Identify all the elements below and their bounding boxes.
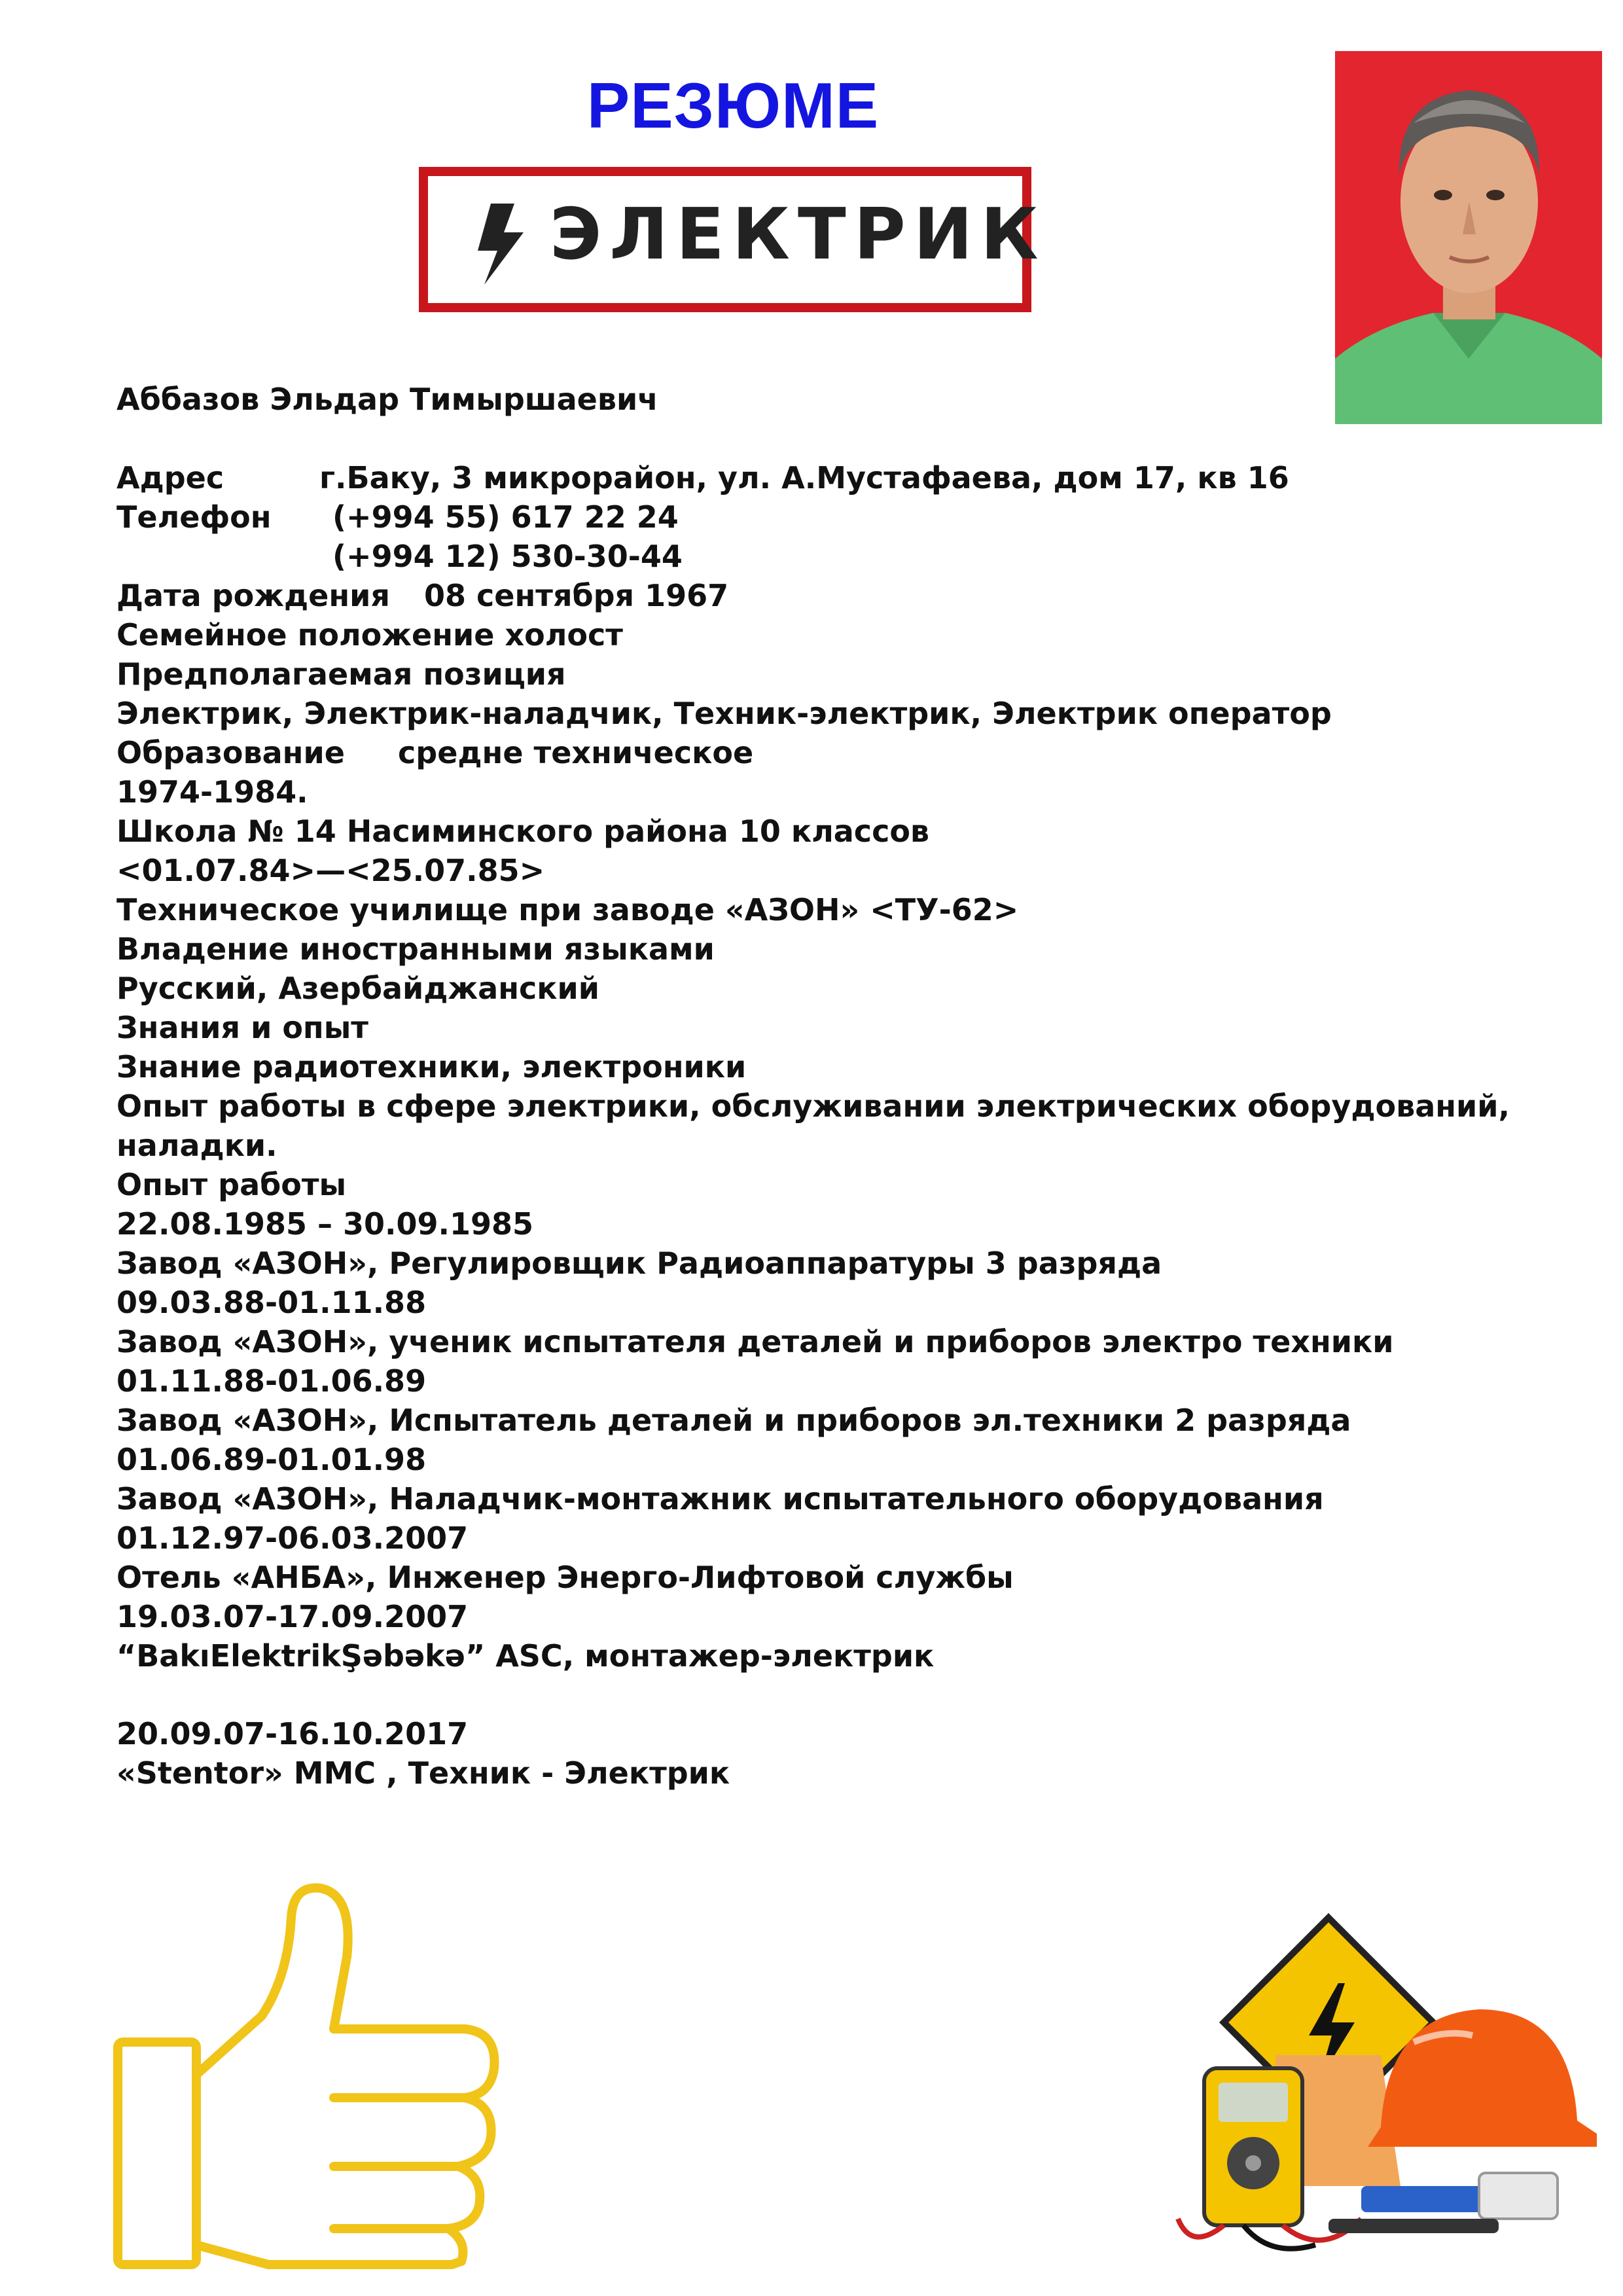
- address-row: [116, 458, 1524, 497]
- school-period: 1974-1984.: [116, 774, 308, 810]
- job-period: 09.03.88-01.11.88: [116, 1285, 427, 1320]
- marital-value: холост: [505, 617, 623, 653]
- job-role: Завод «АЗОН», Наладчик-монтажник испытательного оборудования: [116, 1481, 1324, 1516]
- portrait-icon: [1335, 51, 1602, 424]
- phone-label: Телефон: [116, 499, 272, 535]
- phone-value-1: (+994 55) 617 22 24: [332, 499, 679, 535]
- education-row: [116, 733, 1524, 772]
- page-title: РЕЗЮМЕ: [586, 69, 880, 141]
- marital-row: [116, 615, 1524, 655]
- birth-row: [116, 576, 1524, 615]
- college-period: <01.07.84>—<25.07.85>: [116, 853, 545, 888]
- college-name: Техническое училище при заводе «АЗОН» <ТУ-62>: [116, 892, 1019, 927]
- job-role: “BakıElektrikŞəbəkə” ASC, монтажер-электрик: [116, 1638, 935, 1674]
- education-value: средне техническое: [398, 735, 754, 770]
- job-period: 20.09.07-16.10.2017: [116, 1716, 469, 1751]
- birth-value: 08 сентября 1967: [424, 578, 729, 613]
- person-name: Аббазов Эльдар Тимыршаевич: [116, 382, 658, 417]
- job-period: 01.06.89-01.01.98: [116, 1442, 427, 1477]
- address-label: Адрес: [116, 460, 224, 495]
- skills-label: Знания и опыт: [116, 1010, 368, 1045]
- resume-body: [116, 380, 1524, 1793]
- position-label: Предполагаемая позиция: [116, 656, 566, 692]
- portrait-photo: [1335, 51, 1602, 424]
- job-role: Отель «АНБА», Инженер Энерго-Лифтовой службы: [116, 1560, 1014, 1595]
- job-role: Завод «АЗОН», Регулировщик Радиоаппаратуры 3 разряда: [116, 1246, 1162, 1281]
- job-period: 01.11.88-01.06.89: [116, 1363, 427, 1399]
- position-value: Электрик, Электрик-наладчик, Техник-электрик, Электрик оператор: [116, 696, 1332, 731]
- school-name: Школа № 14 Насиминского района 10 классов: [116, 814, 930, 849]
- phone-row-2: [116, 537, 1524, 576]
- job-role: «Stentor» MMC , Техник - Электрик: [116, 1755, 730, 1791]
- experience-label: Опыт работы: [116, 1167, 347, 1202]
- job-role: Завод «АЗОН», ученик испытателя деталей и приборов электро техники: [116, 1324, 1394, 1359]
- logo-text: ЭЛЕКТРИК: [550, 194, 1046, 276]
- job-period: 19.03.07-17.09.2007: [116, 1599, 469, 1634]
- thumbs-up-icon: [111, 1878, 517, 2271]
- electrician-tools-illustration: [1165, 1911, 1597, 2265]
- lightning-bolt-icon: [469, 204, 531, 285]
- languages-label: Владение иностранными языками: [116, 931, 715, 967]
- job-role: Завод «АЗОН», Испытатель деталей и приборов эл.техники 2 разряда: [116, 1403, 1351, 1438]
- job-period: 22.08.1985 – 30.09.1985: [116, 1206, 534, 1242]
- skills-item-1: Знание радиотехники, электроники: [116, 1049, 747, 1085]
- phone-value-2: (+994 12) 530-30-44: [332, 539, 683, 574]
- job-period: 01.12.97-06.03.2007: [116, 1520, 469, 1556]
- phone-row: [116, 497, 1524, 537]
- skills-item-2: Опыт работы в сфере электрики, обслуживании электрических оборудований, наладки.: [116, 1088, 1510, 1163]
- marital-label: Семейное положение: [116, 617, 495, 653]
- birth-label: Дата рождения: [116, 578, 390, 613]
- address-value: г.Баку, 3 микрорайон, ул. А.Мустафаева, дом 17, кв 16: [319, 460, 1289, 495]
- electrician-logo: [419, 167, 1046, 312]
- languages-value: Русский, Азербайджанский: [116, 971, 599, 1006]
- education-label: Образование: [116, 735, 345, 770]
